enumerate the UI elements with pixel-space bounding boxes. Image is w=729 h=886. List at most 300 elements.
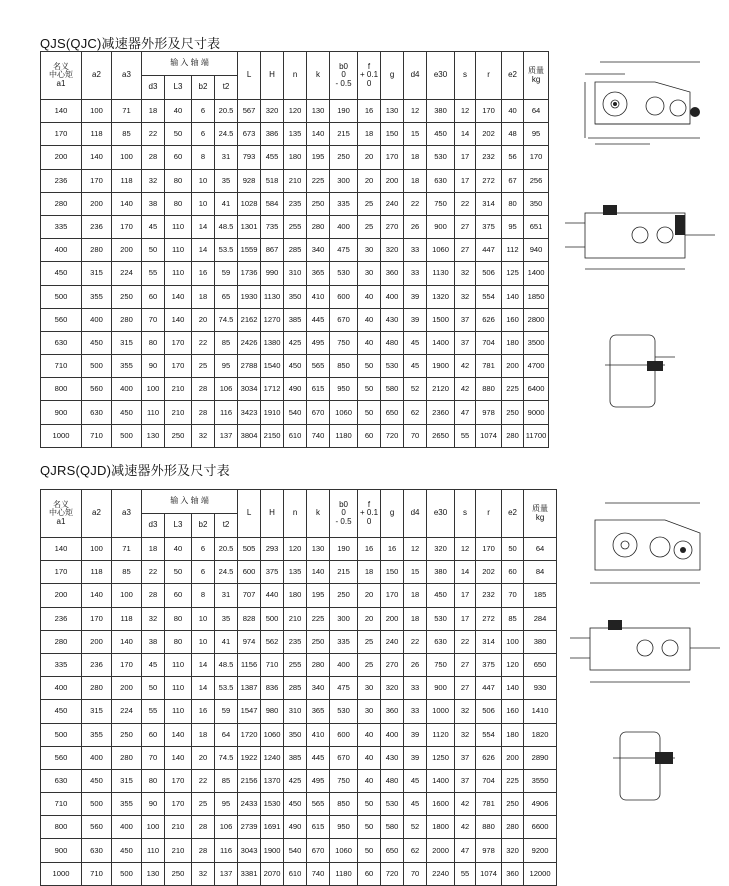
table-cell: 170 — [112, 215, 142, 238]
table-cell: 50 — [142, 677, 165, 700]
table-cell: 1410 — [524, 700, 557, 723]
table-cell: 14 — [192, 239, 215, 262]
table-cell: 232 — [476, 146, 502, 169]
table-cell: 400 — [112, 378, 142, 401]
table-cell: 630 — [41, 769, 82, 792]
table-cell: 554 — [476, 285, 502, 308]
table-cell: 110 — [142, 839, 165, 862]
table-cell: 626 — [476, 308, 502, 331]
table-cell: 1180 — [330, 424, 358, 447]
table-cell: 120 — [502, 653, 524, 676]
table-cell: 673 — [238, 123, 261, 146]
table-cell: 27 — [455, 677, 476, 700]
table-cell: 53.5 — [215, 677, 238, 700]
header-a2: a2 — [82, 52, 112, 100]
reducer-end-view-drawing — [595, 325, 685, 415]
table-cell: 270 — [381, 215, 404, 238]
table-cell: 450 — [112, 839, 142, 862]
table-cell: 880 — [476, 378, 502, 401]
table-cell: 17 — [455, 584, 476, 607]
table-cell: 250 — [502, 401, 524, 424]
table-cell: 500 — [41, 723, 82, 746]
table2 — [40, 489, 557, 886]
table-cell: 60 — [142, 723, 165, 746]
table-cell: 20 — [192, 746, 215, 769]
table-cell: 530 — [381, 793, 404, 816]
table-cell: 45 — [142, 215, 165, 238]
table-cell: 445 — [307, 308, 330, 331]
table-cell: 314 — [476, 192, 502, 215]
table-cell: 250 — [112, 285, 142, 308]
table-cell: 400 — [381, 723, 404, 746]
table-cell: 670 — [307, 401, 330, 424]
table-cell: 1000 — [427, 700, 455, 723]
header-e2: e2 — [502, 52, 524, 100]
table-cell: 210 — [165, 401, 192, 424]
table-cell: 450 — [112, 401, 142, 424]
table-cell: 95 — [215, 355, 238, 378]
table-cell: 800 — [41, 816, 82, 839]
table-cell: 6 — [192, 538, 215, 561]
table-cell: 1028 — [238, 192, 261, 215]
table-cell: 2162 — [238, 308, 261, 331]
header-s: s — [455, 490, 476, 538]
table-cell: 170 — [41, 561, 82, 584]
table-cell: 50 — [358, 378, 381, 401]
table-cell: 315 — [112, 331, 142, 354]
table-cell: 33 — [404, 700, 427, 723]
table-cell: 350 — [284, 723, 307, 746]
table-cell: 22 — [455, 192, 476, 215]
table-cell: 55 — [142, 700, 165, 723]
table-row — [41, 192, 549, 215]
table-row — [41, 538, 557, 561]
table-cell: 950 — [330, 378, 358, 401]
table-row — [41, 700, 557, 723]
table-cell: 116 — [215, 839, 238, 862]
table-cell: 335 — [330, 630, 358, 653]
table-cell: 170 — [41, 123, 82, 146]
table-cell: 1900 — [427, 355, 455, 378]
table-cell: 25 — [358, 653, 381, 676]
table-cell: 24.5 — [215, 123, 238, 146]
table-cell: 320 — [502, 839, 524, 862]
table-row — [41, 123, 549, 146]
table-cell: 33 — [404, 262, 427, 285]
table-cell: 130 — [142, 862, 165, 885]
table-cell: 47 — [455, 401, 476, 424]
table-cell: 39 — [404, 285, 427, 308]
table-cell: 626 — [476, 746, 502, 769]
table-cell: 740 — [307, 424, 330, 447]
header-a3: a3 — [112, 490, 142, 538]
table-cell: 225 — [502, 769, 524, 792]
table-cell: 110 — [165, 215, 192, 238]
table-cell: 1820 — [524, 723, 557, 746]
table-cell: 35 — [215, 607, 238, 630]
table-cell: 55 — [455, 424, 476, 447]
table-cell: 315 — [82, 262, 112, 285]
header-e2: e2 — [502, 490, 524, 538]
table-cell: 314 — [476, 630, 502, 653]
table-cell: 530 — [427, 607, 455, 630]
table-cell: 74.5 — [215, 308, 238, 331]
table-cell: 320 — [381, 239, 404, 262]
table-cell: 720 — [381, 424, 404, 447]
table-cell: 500 — [82, 793, 112, 816]
table-cell: 140 — [307, 123, 330, 146]
table-cell: 240 — [381, 630, 404, 653]
table-cell: 42 — [455, 378, 476, 401]
table-cell: 110 — [165, 653, 192, 676]
table-cell: 52 — [404, 378, 427, 401]
table-cell: 1180 — [330, 862, 358, 885]
table-cell: 14 — [192, 653, 215, 676]
table-cell: 170 — [165, 793, 192, 816]
table-cell: 3034 — [238, 378, 261, 401]
table-cell: 195 — [307, 146, 330, 169]
table-cell: 225 — [307, 607, 330, 630]
table-cell: 1559 — [238, 239, 261, 262]
table-cell: 360 — [502, 862, 524, 885]
table-cell: 60 — [165, 146, 192, 169]
header-a1: 名义 中心矩 a1 — [41, 490, 82, 538]
table-cell: 202 — [476, 561, 502, 584]
header-k: k — [307, 490, 330, 538]
table-cell: 1900 — [261, 839, 284, 862]
table-cell: 670 — [307, 839, 330, 862]
table-cell: 17 — [455, 146, 476, 169]
table-cell: 940 — [524, 239, 549, 262]
table-cell: 707 — [238, 584, 261, 607]
table-cell: 39 — [404, 723, 427, 746]
table-cell: 30 — [358, 677, 381, 700]
table-cell: 1691 — [261, 816, 284, 839]
table-cell: 670 — [330, 746, 358, 769]
table-cell: 850 — [330, 793, 358, 816]
table-cell: 215 — [330, 561, 358, 584]
table-cell: 37 — [455, 331, 476, 354]
table-cell: 210 — [165, 816, 192, 839]
table-cell: 16 — [358, 100, 381, 123]
table-cell: 900 — [427, 215, 455, 238]
table-cell: 930 — [524, 677, 557, 700]
table-cell: 750 — [330, 331, 358, 354]
table-cell: 32 — [192, 424, 215, 447]
table-cell: 18 — [192, 723, 215, 746]
table-cell: 530 — [381, 355, 404, 378]
table-cell: 250 — [330, 146, 358, 169]
header-L3: L3 — [165, 76, 192, 100]
table-cell: 20 — [192, 308, 215, 331]
table-cell: 310 — [284, 700, 307, 723]
header-d3: d3 — [142, 514, 165, 538]
table-cell: 285 — [284, 239, 307, 262]
table-cell: 850 — [330, 355, 358, 378]
table-cell: 100 — [112, 584, 142, 607]
table-cell: 280 — [307, 653, 330, 676]
table-cell: 3500 — [524, 331, 549, 354]
table-cell: 506 — [476, 700, 502, 723]
table-cell: 120 — [284, 100, 307, 123]
table-cell: 110 — [165, 262, 192, 285]
table-cell: 430 — [381, 308, 404, 331]
table-cell: 32 — [142, 169, 165, 192]
table-cell: 118 — [82, 561, 112, 584]
table-cell: 3804 — [238, 424, 261, 447]
table-cell: 2120 — [427, 378, 455, 401]
table-cell: 20 — [358, 607, 381, 630]
table-cell: 42 — [455, 355, 476, 378]
table-cell: 6 — [192, 100, 215, 123]
table-cell: 236 — [82, 653, 112, 676]
table-cell: 650 — [381, 401, 404, 424]
table-cell: 50 — [165, 561, 192, 584]
table-cell: 140 — [82, 146, 112, 169]
table-cell: 30 — [358, 700, 381, 723]
table-cell: 584 — [261, 192, 284, 215]
table-cell: 31 — [215, 584, 238, 607]
table-cell: 250 — [307, 630, 330, 653]
table-cell: 1736 — [238, 262, 261, 285]
table-cell: 170 — [476, 538, 502, 561]
table-cell: 980 — [261, 700, 284, 723]
table-cell: 56 — [502, 146, 524, 169]
table-row — [41, 169, 549, 192]
table-cell: 380 — [427, 100, 455, 123]
table-cell: 315 — [82, 700, 112, 723]
table-cell: 85 — [215, 331, 238, 354]
table1-body — [41, 100, 549, 448]
table-cell: 80 — [142, 331, 165, 354]
table-cell: 48.5 — [215, 215, 238, 238]
table-cell: 70 — [142, 746, 165, 769]
table-cell: 300 — [330, 607, 358, 630]
table-cell: 64 — [524, 538, 557, 561]
table-cell: 10 — [192, 607, 215, 630]
table-cell: 37 — [455, 769, 476, 792]
table-cell: 180 — [284, 584, 307, 607]
table-cell: 100 — [82, 100, 112, 123]
table-cell: 22 — [192, 331, 215, 354]
table-cell: 202 — [476, 123, 502, 146]
table-cell: 28 — [192, 839, 215, 862]
table-cell: 125 — [502, 262, 524, 285]
table-cell: 560 — [41, 746, 82, 769]
table-cell: 64 — [215, 723, 238, 746]
table-cell: 55 — [455, 862, 476, 885]
table-cell: 24.5 — [215, 561, 238, 584]
table-cell: 3423 — [238, 401, 261, 424]
table-cell: 410 — [307, 723, 330, 746]
table-cell: 95 — [524, 123, 549, 146]
table-cell: 170 — [165, 331, 192, 354]
table-cell: 335 — [330, 192, 358, 215]
table-cell: 272 — [476, 607, 502, 630]
table-cell: 293 — [261, 538, 284, 561]
table-cell: 100 — [82, 538, 112, 561]
table-cell: 781 — [476, 355, 502, 378]
table-cell: 735 — [261, 215, 284, 238]
table-cell: 60 — [165, 584, 192, 607]
table-cell: 4700 — [524, 355, 549, 378]
table-cell: 600 — [330, 285, 358, 308]
table-cell: 425 — [284, 331, 307, 354]
table-cell: 565 — [307, 355, 330, 378]
table-cell: 280 — [112, 308, 142, 331]
table-cell: 12 — [404, 100, 427, 123]
table-cell: 375 — [261, 561, 284, 584]
table-cell: 16 — [381, 538, 404, 561]
table-cell: 50 — [358, 793, 381, 816]
table-row — [41, 146, 549, 169]
table-cell: 140 — [307, 561, 330, 584]
table-cell: 137 — [215, 424, 238, 447]
table-cell: 18 — [358, 123, 381, 146]
table-cell: 600 — [238, 561, 261, 584]
table-cell: 71 — [112, 538, 142, 561]
table2-body — [41, 538, 557, 886]
table-cell: 400 — [381, 285, 404, 308]
table-cell: 84 — [524, 561, 557, 584]
table-cell: 140 — [165, 723, 192, 746]
table-cell: 16 — [358, 538, 381, 561]
table-cell: 320 — [381, 677, 404, 700]
table-cell: 200 — [381, 169, 404, 192]
table-cell: 365 — [307, 262, 330, 285]
table-cell: 710 — [82, 862, 112, 885]
table-cell: 272 — [476, 169, 502, 192]
table-row — [41, 100, 549, 123]
table-cell: 540 — [284, 839, 307, 862]
table-cell: 140 — [165, 285, 192, 308]
table-cell: 340 — [307, 239, 330, 262]
table-cell: 26 — [404, 215, 427, 238]
table-cell: 70 — [142, 308, 165, 331]
table-cell: 40 — [358, 308, 381, 331]
table-cell: 250 — [502, 793, 524, 816]
table1 — [40, 51, 549, 448]
table-cell: 740 — [307, 862, 330, 885]
table-cell: 580 — [381, 816, 404, 839]
table-cell: 140 — [165, 746, 192, 769]
table-cell: 160 — [502, 700, 524, 723]
table-cell: 400 — [112, 816, 142, 839]
table-cell: 1240 — [261, 746, 284, 769]
table-cell: 1800 — [427, 816, 455, 839]
table-cell: 22 — [192, 769, 215, 792]
table-cell: 106 — [215, 378, 238, 401]
header-L: L — [238, 52, 261, 100]
table-cell: 20.5 — [215, 538, 238, 561]
table-cell: 447 — [476, 677, 502, 700]
table-cell: 80 — [502, 192, 524, 215]
table-cell: 50 — [358, 839, 381, 862]
table-cell: 118 — [112, 169, 142, 192]
table-cell: 225 — [502, 378, 524, 401]
table-cell: 974 — [238, 630, 261, 653]
table-cell: 430 — [381, 746, 404, 769]
table-cell: 33 — [404, 239, 427, 262]
header-r: r — [476, 52, 502, 100]
table-cell: 2156 — [238, 769, 261, 792]
table-cell: 3043 — [238, 839, 261, 862]
table-cell: 15 — [404, 123, 427, 146]
table-cell: 650 — [381, 839, 404, 862]
table-cell: 280 — [82, 677, 112, 700]
table-cell: 14 — [192, 677, 215, 700]
table-cell: 14 — [192, 215, 215, 238]
table-row — [41, 607, 557, 630]
table-cell: 480 — [381, 769, 404, 792]
table-cell: 440 — [261, 584, 284, 607]
header-input-shaft: 输 入 轴 端 — [142, 52, 238, 76]
table-cell: 1060 — [330, 839, 358, 862]
table-cell: 39 — [404, 308, 427, 331]
table-cell: 32 — [455, 285, 476, 308]
table-cell: 495 — [307, 331, 330, 354]
table-cell: 2150 — [261, 424, 284, 447]
table-cell: 1400 — [427, 769, 455, 792]
table-cell: 1060 — [261, 723, 284, 746]
table-cell: 255 — [284, 215, 307, 238]
table-cell: 350 — [284, 285, 307, 308]
table-cell: 14 — [455, 123, 476, 146]
table-cell: 190 — [330, 100, 358, 123]
table-cell: 170 — [112, 653, 142, 676]
table-cell: 100 — [142, 378, 165, 401]
table-cell: 1060 — [330, 401, 358, 424]
table-cell: 1074 — [476, 424, 502, 447]
table-cell: 315 — [112, 769, 142, 792]
header-e30: e30 — [427, 490, 455, 538]
table-cell: 38 — [142, 630, 165, 653]
table-cell: 45 — [404, 793, 427, 816]
table-row — [41, 630, 557, 653]
table-cell: 651 — [524, 215, 549, 238]
table-cell: 106 — [215, 816, 238, 839]
table-cell: 28 — [142, 584, 165, 607]
table-cell: 28 — [192, 816, 215, 839]
table-cell: 567 — [238, 100, 261, 123]
table-cell: 11700 — [524, 424, 549, 447]
table-row — [41, 262, 549, 285]
header-b2: b2 — [192, 76, 215, 100]
table-cell: 610 — [284, 424, 307, 447]
table-cell: 210 — [284, 169, 307, 192]
table-cell: 400 — [330, 653, 358, 676]
table-cell: 480 — [381, 331, 404, 354]
table-cell: 530 — [330, 700, 358, 723]
table-cell: 12 — [455, 100, 476, 123]
table-cell: 400 — [82, 308, 112, 331]
table-cell: 950 — [330, 816, 358, 839]
table-cell: 225 — [307, 169, 330, 192]
table-cell: 1000 — [41, 862, 82, 885]
table-cell: 310 — [284, 262, 307, 285]
table-cell: 10 — [192, 192, 215, 215]
table-cell: 35 — [215, 169, 238, 192]
table-cell: 16 — [192, 700, 215, 723]
table-cell: 53.5 — [215, 239, 238, 262]
table-cell: 360 — [381, 262, 404, 285]
reducer-top-view-drawing-2 — [560, 610, 725, 695]
table-cell: 17 — [455, 169, 476, 192]
table-cell: 580 — [381, 378, 404, 401]
table-cell: 48 — [502, 123, 524, 146]
reducer-end-view-drawing-2 — [605, 720, 695, 810]
table1-title: QJS(QJC)减速器外形及尺寸表 — [40, 36, 221, 51]
